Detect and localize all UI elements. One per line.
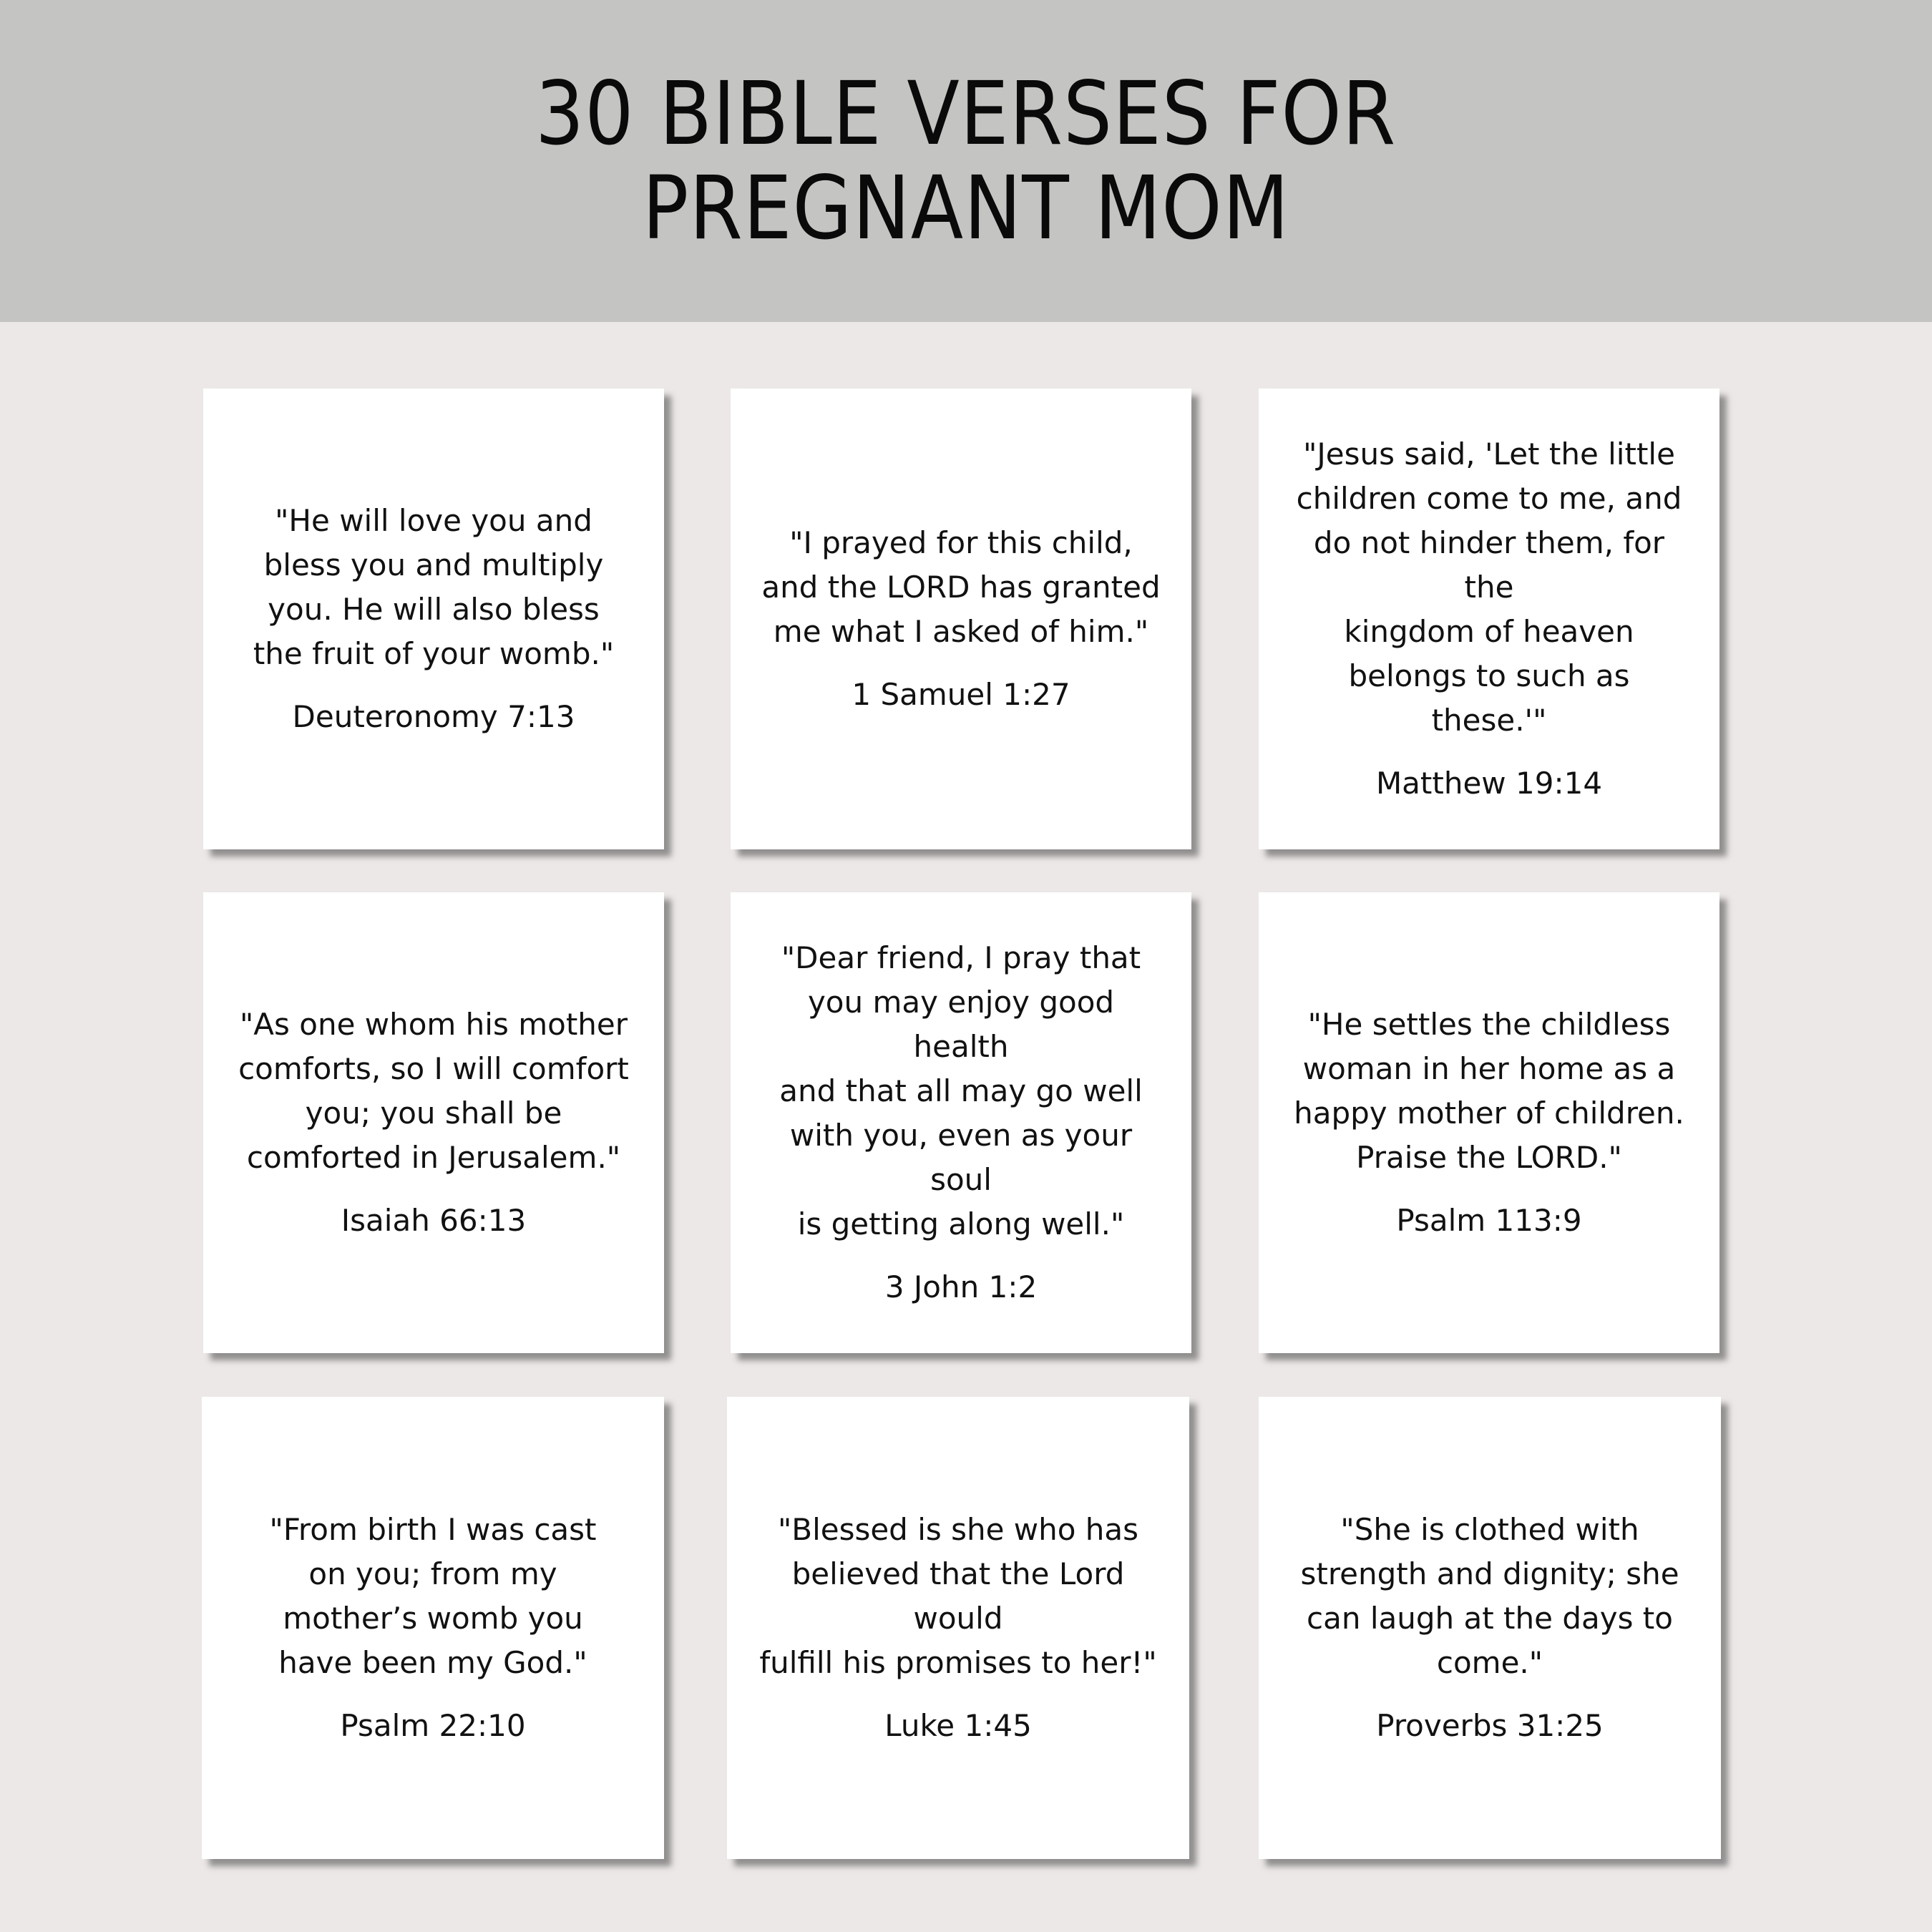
page-title-line-2: PREGNANT MOM <box>642 157 1290 259</box>
verse-card <box>1259 389 1719 849</box>
verse-card <box>203 389 664 849</box>
verse-reference: Luke 1:45 <box>884 1708 1032 1743</box>
verse-card <box>1259 1397 1721 1859</box>
verse-text: "Dear friend, I pray that you may enjoy good health and that all may go well with you, even as your soul is getting along well." <box>779 940 1143 1241</box>
verse-reference: Isaiah 66:13 <box>341 1203 527 1238</box>
header-banner <box>0 0 1932 322</box>
verse-card <box>203 892 664 1353</box>
verse-reference: 3 John 1:2 <box>884 1269 1038 1304</box>
verse-card <box>731 892 1191 1353</box>
verse-text: "Blessed is she who has believed that the Lord would fulfill his promises to her!" <box>759 1512 1157 1680</box>
verse-text: "I prayed for this child, and the LORD has granted me what I asked of him." <box>761 525 1161 649</box>
verse-reference: Matthew 19:14 <box>1375 766 1603 801</box>
verse-text: "From birth I was cast on you; from my mother’s womb you have been my God." <box>269 1512 597 1680</box>
verse-card <box>202 1397 664 1859</box>
verse-text: "As one whom his mother comforts, so I will comfort you; you shall be comforted in Jerusalem." <box>238 1007 629 1175</box>
verse-text: "He settles the childless woman in her home as a happy mother of children. Praise the LORD." <box>1294 1007 1684 1175</box>
verse-reference: Deuteronomy 7:13 <box>292 699 575 734</box>
verse-card <box>727 1397 1189 1859</box>
verse-reference: Proverbs 31:25 <box>1376 1708 1604 1743</box>
page-title-line-1: 30 BIBLE VERSES FOR <box>535 63 1397 165</box>
verse-reference: 1 Samuel 1:27 <box>852 677 1070 712</box>
verse-card <box>1259 892 1719 1353</box>
verse-reference: Psalm 22:10 <box>340 1708 526 1743</box>
verse-card <box>731 389 1191 849</box>
verse-reference: Psalm 113:9 <box>1396 1203 1582 1238</box>
verse-text: "He will love you and bless you and multiply you. He will also bless the fruit of your womb." <box>253 503 615 671</box>
verse-text: "She is clothed with strength and dignity; she can laugh at the days to come." <box>1300 1512 1679 1680</box>
verse-text: "Jesus said, 'Let the little children come to me, and do not hinder them, for the kingdom of heaven belongs to such as these.'" <box>1296 436 1682 738</box>
